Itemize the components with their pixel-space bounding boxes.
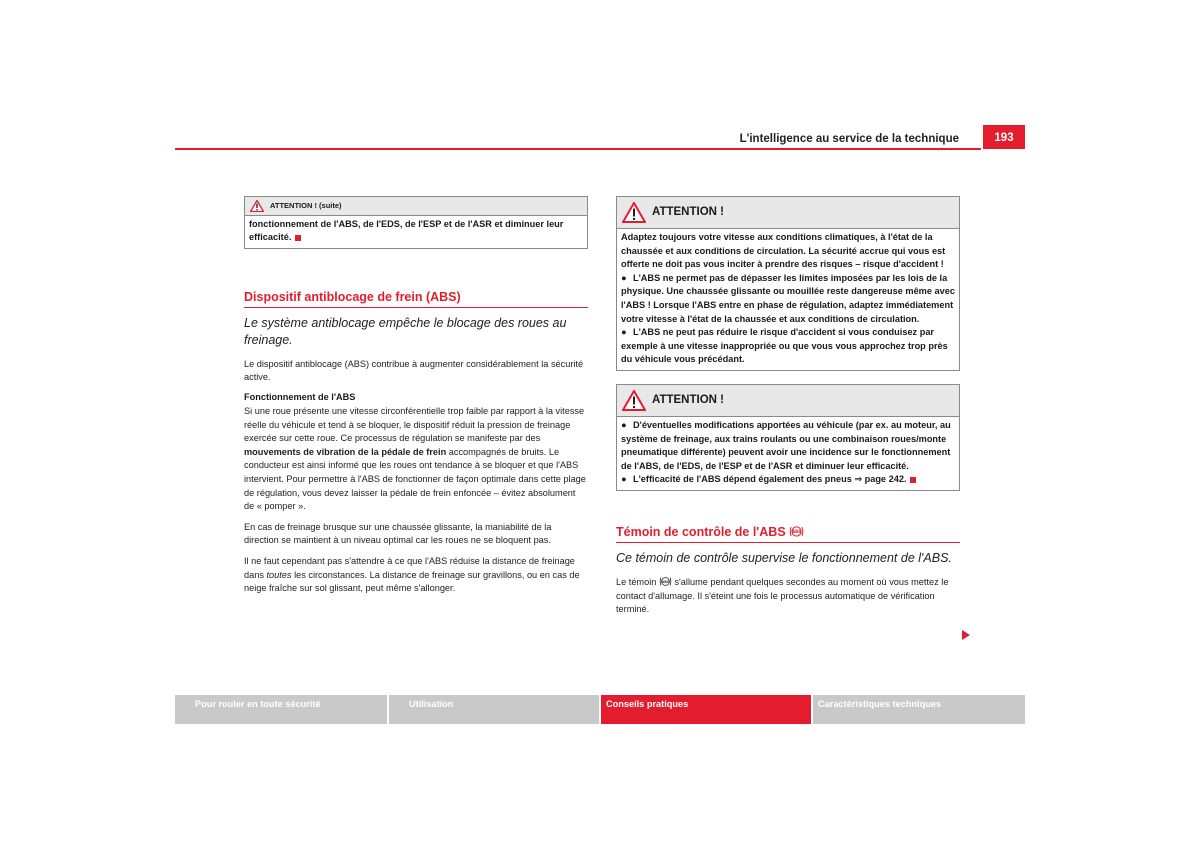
bullet-icon: ● <box>621 474 627 485</box>
header-rule <box>175 148 981 150</box>
bullet-icon: ● <box>621 327 627 338</box>
warning-box-1-bullet-1: L'ABS ne permet pas de dépasser les limites imposées par les lois de la physique. Une chaussée glissante ou mouillée reste dangereuse même avec l'ABS ! Lorsque l'ABS entre en phase de régulation, adaptez immédiatement votre vitesse à l'état de la chaussée et aux conditions de circulation. <box>621 272 955 324</box>
warning-triangle-icon <box>622 202 646 223</box>
paragraph-freinage-brusque: En cas de freinage brusque sur une chaussée glissante, la maniabilité de la direction se maintient à un niveau optimal car les roues ne se bloquent pas. <box>244 521 552 546</box>
section-title-temoin: Témoin de contrôle de l'ABS ABS <box>616 525 960 543</box>
left-column <box>244 196 588 603</box>
warning-box-2-header <box>617 385 959 417</box>
warning-continued-box <box>244 196 588 249</box>
paragraph-fonctionnement: Si une roue présente une vitesse circonférentielle trop faible par rapport à la vitesse réelle du véhicule et tend à se bloquer, le dispositif réduit la pression de freinage exercée sur cette roue. Ce processus de régulation se manifeste par des mouvements de vibration de la pédale de frein accompagnés de bruits. Le conducteur est ainsi informé que les roues ont tendance à se bloquer et que l'ABS intervient. Pour permettre à l'ABS de fonctionner de façon optimale dans cette plage de régulation, vous devez laisser la pédale de frein enfoncée – évitez absolument de « pomper ». <box>244 405 586 512</box>
warning-box-2 <box>616 384 960 491</box>
warning-box-1-intro: Adaptez toujours votre vitesse aux conditions climatiques, à l'état de la chaussée et aux conditions de circulation. La sécurité accrue qui vous est offerte ne doit pas vous inciter à prendre des risques – risque d'accident ! <box>621 232 946 270</box>
continue-arrow-icon <box>962 630 970 640</box>
abs-icon-label: ABS <box>792 529 802 535</box>
footer-tab-securite[interactable]: Pour rouler en toute sécurité <box>175 695 387 724</box>
subheading-fonctionnement: Fonctionnement de l'ABS <box>244 391 356 402</box>
footer-tab-utilisation[interactable]: Utilisation <box>389 695 599 724</box>
temoin-paragraph: Le témoin ABS s'allume pendant quelques secondes au moment où vous mettez le contact d'allumage. Il s'éteint une fois le processus automatique de vérification terminé. <box>616 576 949 615</box>
bullet-icon: ● <box>621 419 627 430</box>
abs-warning-lamp-icon <box>789 525 804 538</box>
warning-box-1-bullet-2: L'ABS ne peut pas réduire le risque d'accident si vous conduisez par exemple à une vitesse inappropriée ou que vous vous approchez trop près du véhicule vous précédant. <box>621 327 948 365</box>
page-number: 193 <box>983 125 1025 149</box>
warning-continued-text: fonctionnement de l'ABS, de l'EDS, de l'ESP et de l'ASR et diminuer leur efficacité. <box>249 218 564 243</box>
paragraph-distance: Il ne faut cependant pas s'attendre à ce que l'ABS réduise la distance de freinage dans toutes les circonstances. La distance de freinage sur gravillons, ou en cas de neige fraîche sur sol glissant, peut même s'allonger. <box>244 555 580 594</box>
warning-triangle-icon <box>250 200 264 212</box>
footer-tab-caracteristiques[interactable]: Caractéristiques techniques <box>813 695 1025 724</box>
section-title-abs: Dispositif antiblocage de frein (ABS) <box>244 290 588 308</box>
warning-box-2-bullet-2: L'efficacité de l'ABS dépend également des pneus ⇒ page 242. <box>633 474 907 485</box>
warning-triangle-icon <box>622 390 646 411</box>
warning-box-1-title: ATTENTION ! <box>652 205 724 218</box>
warning-box-1 <box>616 196 960 371</box>
abs-lamp-inline-icon <box>659 576 672 587</box>
warning-continued-title: ATTENTION ! (suite) <box>270 201 342 210</box>
end-marker-icon <box>910 477 916 483</box>
footer-tab-conseils[interactable]: Conseils pratiques <box>601 695 811 724</box>
end-marker-icon <box>295 235 301 241</box>
warning-box-2-title: ATTENTION ! <box>652 393 724 406</box>
bullet-icon: ● <box>621 272 627 283</box>
footer-nav <box>175 695 1025 724</box>
intro-paragraph: Le dispositif antiblocage (ABS) contribue à augmenter considérablement la sécurité active. <box>244 358 584 383</box>
right-column <box>616 196 960 624</box>
bold-phrase: mouvements de vibration de la pédale de frein <box>244 446 447 457</box>
warning-box-2-bullet-1: D'éventuelles modifications apportées au véhicule (par ex. au moteur, au système de freinage, aux trains roulants ou une combinaison roues/monte pneumatique différente) peuvent avoir une incidence sur le fonctionnement de l'ABS, de l'EDS, de l'ESP et de l'ASR et diminuer leur efficacité. <box>621 419 951 471</box>
abs-inline-icon-label: ABS <box>661 579 670 584</box>
header-title: L'intelligence au service de la technique <box>739 133 959 145</box>
italic-word: toutes <box>266 569 292 580</box>
section-subtitle: Le système antiblocage empêche le blocage des roues au freinage. <box>244 315 567 347</box>
warning-continued-header <box>245 197 587 216</box>
warning-box-1-header <box>617 197 959 229</box>
temoin-subtitle: Ce témoin de contrôle supervise le fonctionnement de l'ABS. <box>616 550 952 565</box>
